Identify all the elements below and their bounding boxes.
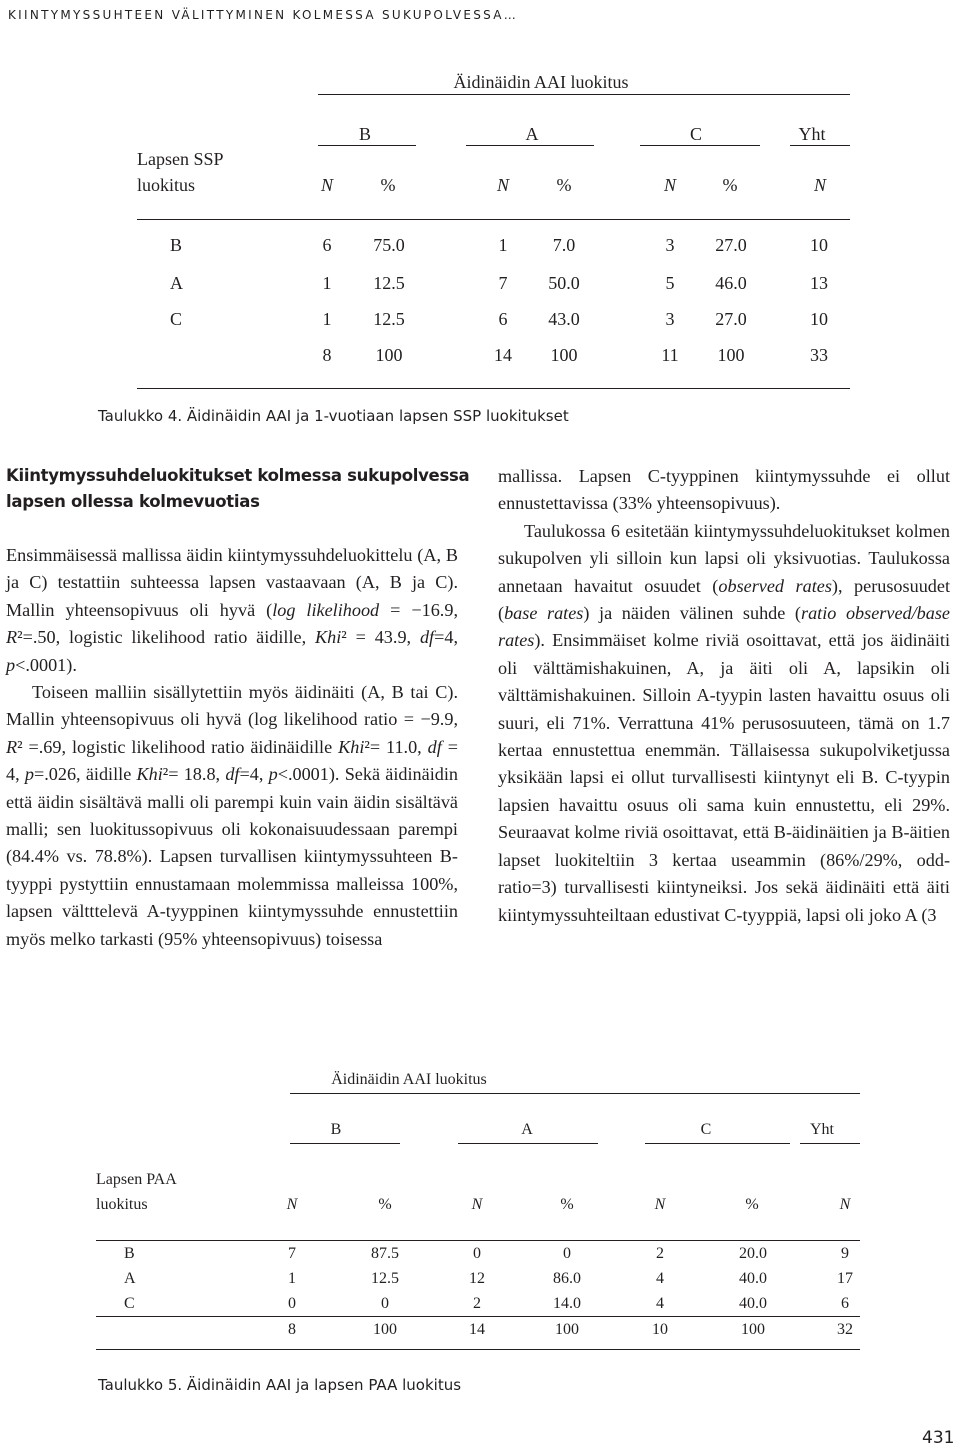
table-cell: 0	[288, 1295, 296, 1312]
table2-group-a: A	[521, 1121, 533, 1138]
table-row-label: C	[124, 1295, 135, 1312]
table-cell: 17	[837, 1270, 853, 1287]
table-cell: 12.5	[371, 1270, 399, 1287]
table-cell: 100	[741, 1321, 765, 1338]
section-heading: Kiintymyssuhdeluokitukset kolmessa sukupolvessa lapsen ollessa kolmevuotias	[6, 466, 470, 511]
table-cell: 43.0	[548, 309, 580, 329]
table2-sub-n1: N	[286, 1196, 298, 1213]
table-cell: 100	[717, 345, 745, 365]
table-row-label: B	[170, 235, 183, 255]
table-cell: 4	[656, 1295, 664, 1312]
table2-caption: Taulukko 5. Äidinäidin AAI ja lapsen PAA luokitus	[98, 1376, 462, 1394]
right-column	[498, 463, 950, 929]
paragraph: Toiseen malliin sisällytettiin myös äidinäiti (A, B tai C). Mallin yhteensopivuus oli hyvä (log likelihood ratio = −9.9, R² =.69, logistic likelihood ratio äidinäidille Khi²= 11.0, df = 4, p=.026, äidille Khi²= 18.8, df=4, p<.0001). Sekä äidinäidin että äidin sisältävä malli oli parempi kuin vain äidin sisältävä malli; sen luokitussopivuus oli kokonaisuudessaan parempi (84.4% vs. 78.8%). Lapsen turvallisen kiintymyssuhteen B-tyyppi pystyttiin ennustamaan molemmissa malleissa 100%, lapsen vältttelevä A-tyyppinen kiintymyssuhde ennustettiin myös melko tarkasti (95% yhteensopivuus) toisessa	[6, 682, 458, 949]
table-cell: 8	[288, 1321, 296, 1338]
table-cell: 2	[656, 1245, 664, 1262]
table-cell: 8	[322, 345, 332, 365]
table1-sub-p2: %	[556, 175, 572, 195]
table-cell: 10	[810, 235, 828, 255]
table-cell: 6	[498, 309, 508, 329]
table-cell: 86.0	[553, 1270, 581, 1287]
table2-row-header-2: luokitus	[96, 1196, 148, 1213]
table1-sub-p1: %	[380, 175, 396, 195]
table-cell: 1	[498, 235, 508, 255]
table-cell: 4	[656, 1270, 664, 1287]
table2-sub-n3: N	[654, 1196, 666, 1213]
table-cell: 7	[498, 273, 508, 293]
table-cell: 27.0	[715, 235, 747, 255]
table-cell: 6	[322, 235, 332, 255]
table1-group-c: C	[689, 124, 703, 144]
table2-sub-p3: %	[745, 1196, 759, 1213]
table-cell: 11	[661, 345, 679, 365]
paragraph: Ensimmäisessä mallissa äidin kiintymyssuhdeluokittelu (A, B ja C) testattiin suhteessa lapsen vastaavaan (A, B ja C). Mallin yhteensopivuus oli hyvä (log likelihood = −16.9, R²=.50, logistic likelihood ratio äidille, Khi² = 43.9, df=4, p<.0001).	[6, 545, 458, 675]
table1-sub-n3: N	[663, 175, 677, 195]
left-column	[6, 542, 458, 953]
table-cell: 0	[473, 1245, 481, 1262]
table2-top-header: Äidinäidin AAI luokitus	[331, 1071, 487, 1088]
table2-sub-n4: N	[839, 1196, 851, 1213]
table-cell: 1	[322, 309, 332, 329]
table2-sub-n2: N	[471, 1196, 483, 1213]
table-row-label: A	[170, 273, 183, 293]
table-cell: 7	[288, 1245, 296, 1262]
table1-group-yht: Yht	[798, 124, 826, 144]
table-cell: 5	[665, 273, 675, 293]
table-cell: 100	[550, 345, 578, 365]
table1-sub-n2: N	[496, 175, 510, 195]
table2-group-b: B	[330, 1121, 342, 1138]
table-cell: 40.0	[739, 1270, 767, 1287]
table2-group-yht: Yht	[810, 1121, 834, 1138]
table-cell: 1	[288, 1270, 296, 1287]
table-cell: 3	[665, 235, 675, 255]
table-row-label: B	[124, 1245, 135, 1262]
table-cell: 0	[381, 1295, 389, 1312]
table-cell: 14.0	[553, 1295, 581, 1312]
table-cell: 1	[322, 273, 332, 293]
table2-group-c: C	[700, 1121, 712, 1138]
table2-sub-p2: %	[560, 1196, 574, 1213]
table2-row-header-1: Lapsen PAA	[96, 1171, 177, 1188]
table-cell: 100	[555, 1321, 579, 1338]
table-row-label: C	[170, 309, 183, 329]
table-cell: 100	[375, 345, 403, 365]
table-cell: 10	[810, 309, 828, 329]
table-cell: 7.0	[552, 235, 576, 255]
table-cell: 75.0	[373, 235, 405, 255]
table-cell: 3	[665, 309, 675, 329]
table-cell: 12.5	[373, 309, 405, 329]
table1-top-header: Äidinäidin AAI luokitus	[453, 72, 629, 92]
table-cell: 14	[469, 1321, 485, 1338]
table1-sub-n4: N	[813, 175, 827, 195]
paragraph: Taulukossa 6 esitetään kiintymyssuhdeluokitukset kolmen sukupolven yli silloin kun lapsi oli yksivuotias. Taulukossa annetaan havaitut osuudet (observed rates), perusosuudet (base rates) ja näiden välinen suhde (ratio observed/base rates). Ensimmäiset kolme riviä osoittavat, että jos äidinäiti oli välttämishakuinen, A, ja äiti oli A, lapsikin oli välttämishakuinen. Silloin A-tyypin lasten havaittu osuus oli suuri, eli 71%. Verrattuna 41% perusosuuteen, tämä on 1.7 kertaa ennustettua enemmän. Tällaisessa sukupolviketjussa yksikään lapsi ei ollut turvallisesti kiintynyt eli B. C-tyypin lapsien havaittu osuus oli sama kuin ennustettu, eli 29%. Seuraavat kolme riviä osoittavat, että B-äidinäitien ja B-äitien lapset luokiteltiin 3 kertaa useammin (86%/29%, odd-ratio=3) turvallisesti kiintyneiksi. Jos sekä äidinäiti että äiti kiintymyssuhteiltaan edustivat C-tyyppiä, lapsi oli joko A (3	[498, 520, 951, 925]
table-cell: 0	[563, 1245, 571, 1262]
table-cell: 50.0	[548, 273, 580, 293]
table1-row-header-2: luokitus	[137, 175, 196, 195]
table1-caption: Taulukko 4. Äidinäidin AAI ja 1-vuotiaan lapsen SSP luokitukset	[98, 407, 569, 425]
table-cell: 20.0	[739, 1245, 767, 1262]
table-cell: 13	[810, 273, 828, 293]
table-cell: 87.5	[371, 1245, 399, 1262]
table-cell: 14	[494, 345, 512, 365]
table-cell: 10	[652, 1321, 668, 1338]
table2-sub-p1: %	[378, 1196, 392, 1213]
table-cell: 27.0	[715, 309, 747, 329]
table-cell: 32	[837, 1321, 853, 1338]
table-row-label: A	[124, 1270, 136, 1287]
paragraph: mallissa. Lapsen C-tyyppinen kiintymyssuhde ei ollut ennustettavissa (33% yhteensopivuus).	[498, 466, 950, 514]
table1-group-a: A	[525, 124, 539, 144]
table1-row-header-1: Lapsen SSP	[137, 149, 224, 169]
table-cell: 2	[473, 1295, 481, 1312]
page-number: 431	[922, 1428, 955, 1448]
table-cell: 12	[469, 1270, 485, 1287]
running-head: KIINTYMYSSUHTEEN VÄLITTYMINEN KOLMESSA SUKUPOLVESSA…	[8, 8, 519, 22]
table1-group-b: B	[358, 124, 372, 144]
table1-sub-n1: N	[320, 175, 334, 195]
table-cell: 6	[841, 1295, 849, 1312]
table-cell: 100	[373, 1321, 397, 1338]
table-cell: 9	[841, 1245, 849, 1262]
table-cell: 40.0	[739, 1295, 767, 1312]
table-cell: 12.5	[373, 273, 405, 293]
table1-sub-p3: %	[722, 175, 738, 195]
table-cell: 33	[810, 345, 828, 365]
table-cell: 46.0	[715, 273, 747, 293]
